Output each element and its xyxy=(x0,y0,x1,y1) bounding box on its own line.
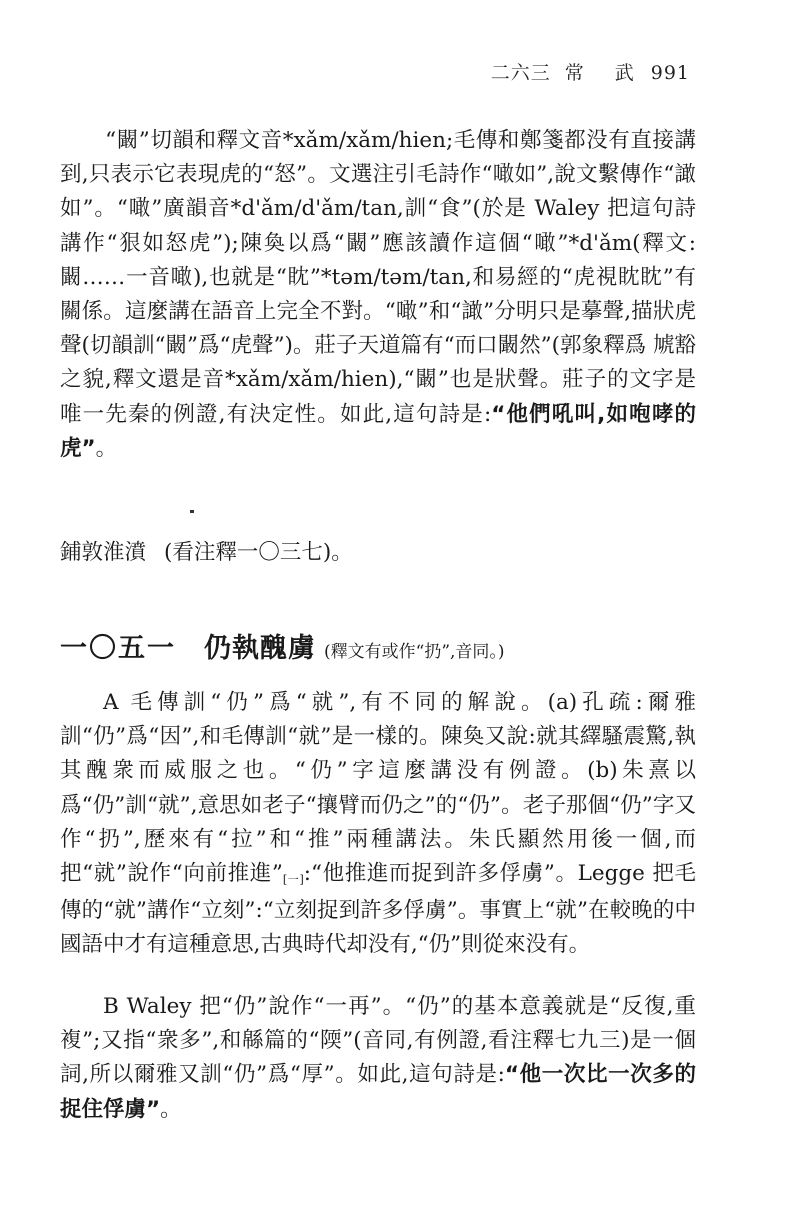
header-page-label: 二六三 xyxy=(490,62,551,84)
paragraph-b-text: B Waley 把“仍”說作“一再”。“仍”的基本意義就是“反復,重複”;又指“衆多”,和緜篇的“陾”(音同,有例證,看注釋七九三)是一個詞,所以爾雅又訓“仍”爲“厚”。如此,這句詩是: xyxy=(60,994,696,1088)
section-number: 一〇五一 xyxy=(60,633,176,664)
verse-line xyxy=(60,536,353,570)
footnote-marker: [一] xyxy=(282,873,304,887)
paragraph-b xyxy=(60,990,696,1127)
paragraph-1-end: 。 xyxy=(95,435,118,461)
paragraph-a xyxy=(60,686,696,963)
verse-text: 鋪敦淮濆 xyxy=(60,540,147,565)
paragraph-a-text: A 毛傳訓“仍”爲“就”,有不同的解說。(a)孔疏:爾雅訓“仍”爲“因”,和毛傳訓“就”是一樣的。陳奐又說:就其繹騷震驚,執其醜衆而威服之也。“仍”字這麼講没有例證。(b)朱熹以爲“仍”訓“就”,意思如老子“攘臂而仍之”的“仍”。老子那個“仍”字又作“扔”,歷來有“拉”和“推”兩種講法。朱氏顯然用後一個,而把“就”說作“向前推進” xyxy=(60,690,696,887)
section-verse: 仍執醜虜 xyxy=(204,633,316,664)
stray-mark xyxy=(190,510,194,513)
paragraph-b-translation: “他一次比一次多的捉住俘虜” xyxy=(60,1062,696,1122)
paragraph-1-text: “闞”切韻和釋文音*xǎm/xǎm/hien;毛傳和鄭箋都没有直接講到,只表示它表現虎的“怒”。文選注引毛詩作“噉如”,說文繫傳作“譀如”。“噉”廣韻音*d'ǎm/d'ǎm/tan,訓“食”(於是 Waley 把這句詩講作“狠如怒虎”);陳奐以爲“闞”應該讀作這個“噉”*d'ǎm(釋文:闞……一音噉),也就是“眈”*təm/tǝm/tan,和易經的“虎視眈眈”有關係。這麼講在語音上完全不對。“噉”和“譀”分明只是摹聲,描狀虎聲(切韻訓“闞”爲“虎聲”)。莊子天道篇有“而口闞然”(郭象釋爲 虓豁之貌,釋文還是音*xǎm/xǎm/hien),“闞”也是狀聲。莊子的文字是唯一先秦的例證,有決定性。如此,這句詩是: xyxy=(60,128,696,427)
header-page-number: 991 xyxy=(650,62,690,84)
paragraph-b-end: 。 xyxy=(160,1096,182,1122)
header-section-b: 武 xyxy=(614,62,635,84)
paragraph-a-text-cont: :“他推進而捉到許多俘虜”。Legge 把毛傳的“就”講作“立刻”:“立刻捉到許多俘虜”。事實上“就”在較晚的中國語中才有這種意思,古典時代却没有,“仍”則從來没有。 xyxy=(60,861,696,958)
section-note: (釋文有或作“扔”,音同。) xyxy=(324,642,505,662)
paragraph-1-translation: “他們吼叫,如咆哮的虎” xyxy=(60,401,696,461)
header-section-a: 常 xyxy=(564,62,585,84)
section-heading xyxy=(60,626,505,665)
running-header xyxy=(491,58,690,85)
paragraph-kan-commentary xyxy=(60,124,696,466)
verse-note: (看注釋一〇三七)。 xyxy=(164,540,353,565)
